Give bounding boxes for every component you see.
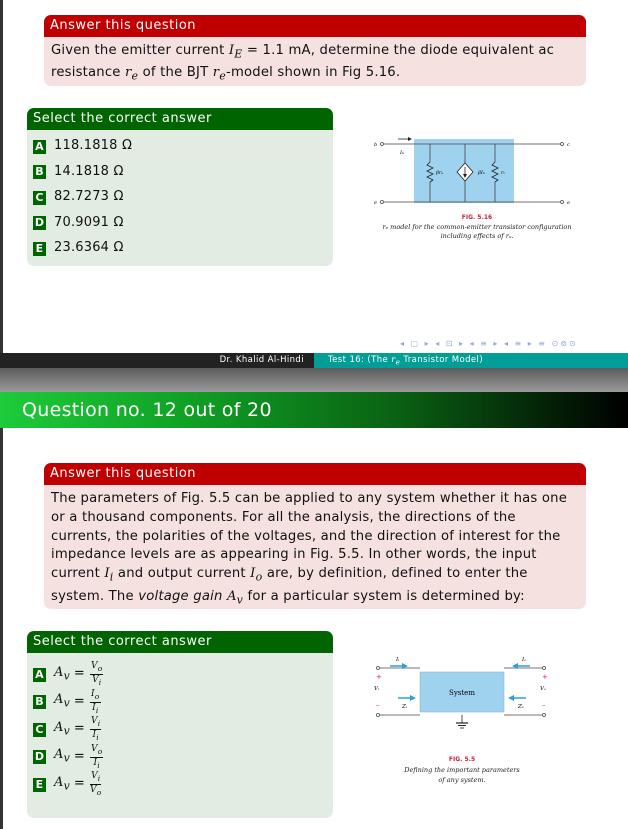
q11-answer-box (27, 108, 333, 266)
option-text: 23.6364 Ω (54, 240, 124, 256)
option-lhs: $A_v$ (54, 692, 70, 710)
test-title: Test 16: (The $r_e$ Transistor Model) (314, 353, 628, 368)
option-letter: D (34, 216, 45, 230)
option-fraction: $\frac{I_o}{I_i}$ (91, 688, 100, 715)
ii-label: Iᵢ (396, 657, 400, 663)
q12-question-box (44, 463, 586, 609)
footer-navbar (0, 353, 628, 368)
q11-option[interactable] (33, 160, 327, 186)
option-letter: E (33, 242, 46, 256)
q11-answer-header: Select the correct answer (27, 108, 333, 130)
e-label: e (374, 200, 377, 206)
fig-5-5-caption-1: Defining the important parameters (404, 766, 520, 774)
option-letter: A (33, 140, 46, 154)
option-text: 70.9091 Ω (54, 214, 124, 230)
q11-question-text: Given the emitter current $I_E = 1.1$ mA, determine the diode equivalent ac resistance $r_e$ of the BJT $r_e$-model shown in Fig 5.16. (44, 37, 586, 86)
fig-5-16-caption-2: including effects of rₒ. (440, 232, 514, 240)
fig-5-5-diagram (368, 655, 583, 800)
c-label: c (567, 142, 570, 148)
q12-option[interactable]: E $A_v$ = $\frac{V_i}{V_o}$ (33, 771, 327, 799)
vi-minus: – (376, 701, 380, 709)
q12-options (27, 653, 333, 818)
q11-options (27, 130, 333, 266)
q11-option[interactable] (33, 134, 327, 160)
option-letter: C (33, 191, 46, 205)
vo-minus: – (542, 701, 546, 709)
vo-label: Vₒ (540, 686, 547, 692)
ib-label: Iₕ (400, 150, 405, 156)
fig-5-5-number: FIG. 5.5 (448, 756, 476, 763)
option-letter: D (34, 750, 45, 764)
q12-question-text: The parameters of Fig. 5.5 can be applied to any system whether it has one or a thousand components. For all the analysis, the directions of the currents, the polarities of the voltages, and the direction of interest for the impedance levels are as appearing in Fig. 5.5. In other words, the input current $I_i$ and output current $I_o$ are, by definition, defined to enter the system. The voltage gain $A_v$ for a particular system is determined by: (44, 485, 586, 609)
beamer-nav-symbols[interactable]: ◂ ▢ ▸ ◂ ⊡ ▸ ◂ ≡ ▸ ◂ ≡ ▸ ≡ ⊙⊚⊙ (400, 339, 578, 348)
io-label: Iₒ (522, 657, 527, 663)
bre-label: βrₑ (436, 170, 444, 176)
q11-question-box (44, 15, 586, 86)
option-letter: B (33, 695, 46, 709)
fig-5-16-number: FIG. 5.16 (461, 214, 493, 221)
q12-option[interactable]: C $A_v$ = $\frac{V_i}{I_i}$ (33, 716, 327, 744)
question-title-bar: Question no. 12 out of 20 (0, 392, 628, 428)
fig-5-16-caption-1: rₑ model for the common-emitter transistor configuration (382, 223, 572, 231)
option-text: 14.1818 Ω (54, 163, 124, 179)
vi-plus: + (376, 673, 382, 681)
fig-5-5-caption-2: of any system. (438, 776, 486, 784)
option-lhs: $A_v$ (54, 664, 70, 683)
option-text: 82.7273 Ω (54, 189, 124, 205)
q12-answer-header: Select the correct answer (27, 631, 333, 653)
system-label: System (449, 689, 475, 697)
q12-question-header: Answer this question (44, 463, 586, 485)
option-fraction: $\frac{V_o}{V_i}$ (91, 661, 103, 688)
vi-label: Vᵢ (374, 686, 380, 692)
vo-plus: + (542, 673, 548, 681)
zo-label: Zₒ (518, 704, 524, 710)
option-fraction: $\frac{V_i}{I_i}$ (91, 716, 101, 743)
option-fraction: $\frac{V_o}{I_i}$ (91, 743, 103, 770)
q12-answer-box (27, 631, 333, 818)
q11-question-header: Answer this question (44, 15, 586, 37)
option-fraction: $\frac{V_i}{V_o}$ (90, 771, 102, 798)
fig-5-16-diagram (370, 132, 585, 247)
q11-option[interactable] (33, 185, 327, 211)
q11-option[interactable] (33, 236, 327, 262)
option-letter: B (33, 165, 46, 179)
bib-label: βIₕ (478, 170, 486, 176)
b-label: b (374, 142, 378, 148)
option-lhs: $A_v$ (54, 747, 70, 765)
q12-option[interactable]: A $A_v$ = $\frac{V_o}{V_i}$ (33, 661, 327, 689)
option-letter: A (33, 668, 46, 682)
option-lhs: $A_v$ (54, 719, 70, 738)
option-text: 118.1818 Ω (54, 138, 133, 154)
option-letter: C (33, 723, 46, 737)
q12-option[interactable]: D $A_v$ = $\frac{V_o}{I_i}$ (34, 743, 103, 770)
b-terminal (381, 143, 384, 146)
ro-label: rₒ (501, 170, 506, 176)
zi-label: Zᵢ (402, 704, 407, 710)
slide-separator (0, 368, 628, 392)
q11-option[interactable] (33, 211, 327, 237)
q12-option[interactable]: B $A_v$ = $\frac{I_o}{I_i}$ (33, 689, 327, 717)
author-name: Dr. Khalid Al-Hindi (0, 353, 314, 368)
option-letter: E (33, 778, 46, 792)
e2-label: e (567, 200, 570, 206)
option-lhs: $A_v$ (54, 774, 70, 793)
